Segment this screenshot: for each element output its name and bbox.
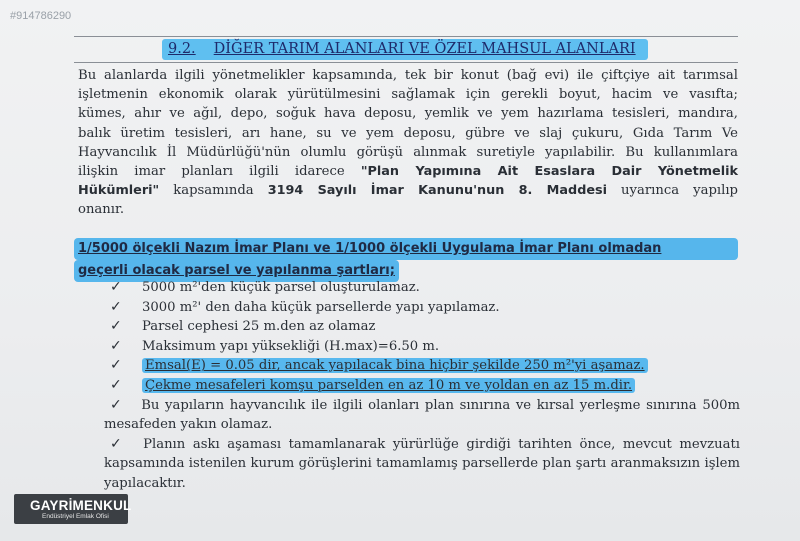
intro-text: balık üretim tesisleri, arı hane, su ve yem deposu, gübre ve slaj çukuru, Gıda Tarım Ve [78,125,738,141]
condition-line-2: geçerli olacak parsel ve yapılanma şartları; [74,260,399,282]
checkmark-icon: ✓ [110,337,122,354]
rule-item [104,337,740,357]
listing-id-watermark: #914786290 [10,10,72,22]
intro-text: Bu alanlarda ilgili yönetmelikler kapsamında, tek bir konut (bağ evi) ile çiftçiye ait tarımsal [78,68,738,83]
rule-text: 3000 m²' den daha küçük parsellerde yapı yapılamaz. [142,299,500,315]
section-heading [162,39,648,60]
section-title: DİĞER TARIM ALANLARI VE ÖZEL MAHSUL ALANLARI [213,41,636,57]
condition-line-1: 1/5000 ölçekli Nazım İmar Planı ve 1/1000 ölçekli Uygulama İmar Planı olmadan [74,238,738,260]
bold-reference: Hükümleri" [78,183,160,199]
intro-line [78,66,738,85]
checkmark-icon: ✓ [110,435,126,452]
intro-text: onanır. [78,202,125,218]
rule-item [104,435,740,494]
header-rule-bottom [74,62,738,63]
intro-paragraph [78,66,738,220]
checkmark-icon: ✓ [110,376,122,393]
intro-line [78,85,738,104]
rule-text: Emsal(E) = 0.05 dir, ancak yapılacak bina hiçbir şekilde 250 m²'yi aşamaz. [142,358,648,373]
intro-text: uyarınca yapılıp [607,183,738,199]
condition-heading [74,238,738,282]
bold-reference: "Plan Yapımına Ait Esaslara Dair Yönetmelik [360,164,738,180]
rule-text: Bu yapıların hayvancılık ile ilgili olanları plan sınırına ve kırsal yerleşme sınırına 500m mesafeden yakın olamaz. [104,397,740,433]
intro-text: kümes, ahır ve ağıl, depo, soğuk hava deposu, yemlik ve yem hazırlama tesisleri, mandıra, [78,106,738,122]
rule-item [104,396,740,435]
checkmark-icon: ✓ [110,298,122,315]
intro-line [78,162,738,181]
intro-line [78,104,738,123]
rule-item [104,317,740,337]
rule-text: Planın askı aşaması tamamlanarak yürürlüğe girdiği tarihten önce, mevcut mevzuatı kapsamında istenilen kurum görüşlerini tamamlamış parsellerde plan şartı aranmaksızın işlem yapılacaktır. [104,436,741,491]
rule-item [104,298,740,318]
rule-text: 5000 m²'den küçük parsel oluşturulamaz. [142,280,420,295]
intro-line [78,124,738,143]
logo-subtitle: Endüstriyel Emlak Ofisi [42,513,109,520]
intro-line [78,181,738,200]
checkmark-icon: ✓ [110,279,122,295]
rule-text: Parsel cephesi 25 m.den az olamaz [142,319,376,335]
rules-list [104,278,740,494]
rule-item [104,278,740,298]
bold-reference: 3194 Sayılı İmar Kanunu'nun 8. Maddesi [267,183,608,199]
rule-text: Çekme mesafeleri komşu parselden en az 10 m ve yoldan en az 15 m.dir. [142,378,635,393]
gayrimenkul-logo [14,494,132,524]
intro-line [78,200,738,219]
intro-text: Hayvancılık İl Müdürlüğü'nün olumlu görüşü alınmak suretiyle yapılabilir. Bu kullanımlara [78,144,738,160]
checkmark-icon: ✓ [110,318,122,335]
section-number: 9.2. [168,41,196,57]
intro-text: işletmenin ekonomik olarak yürütülmesini sağlamak için gerekli boyut, hacim ve vasıfta; [78,87,738,103]
logo-brand: GAYRİMENKUL [30,498,132,513]
rule-item [104,356,740,376]
rule-text: Maksimum yapı yüksekliği (H.max)=6.50 m. [142,338,440,354]
intro-text: ilişkin imar planları ilgili idarece [78,164,361,180]
intro-line [78,143,738,162]
checkmark-icon: ✓ [110,357,122,374]
rule-item [104,376,740,396]
checkmark-icon: ✓ [110,396,124,413]
intro-text: kapsamında [159,183,268,199]
header-rule-top [74,36,738,37]
